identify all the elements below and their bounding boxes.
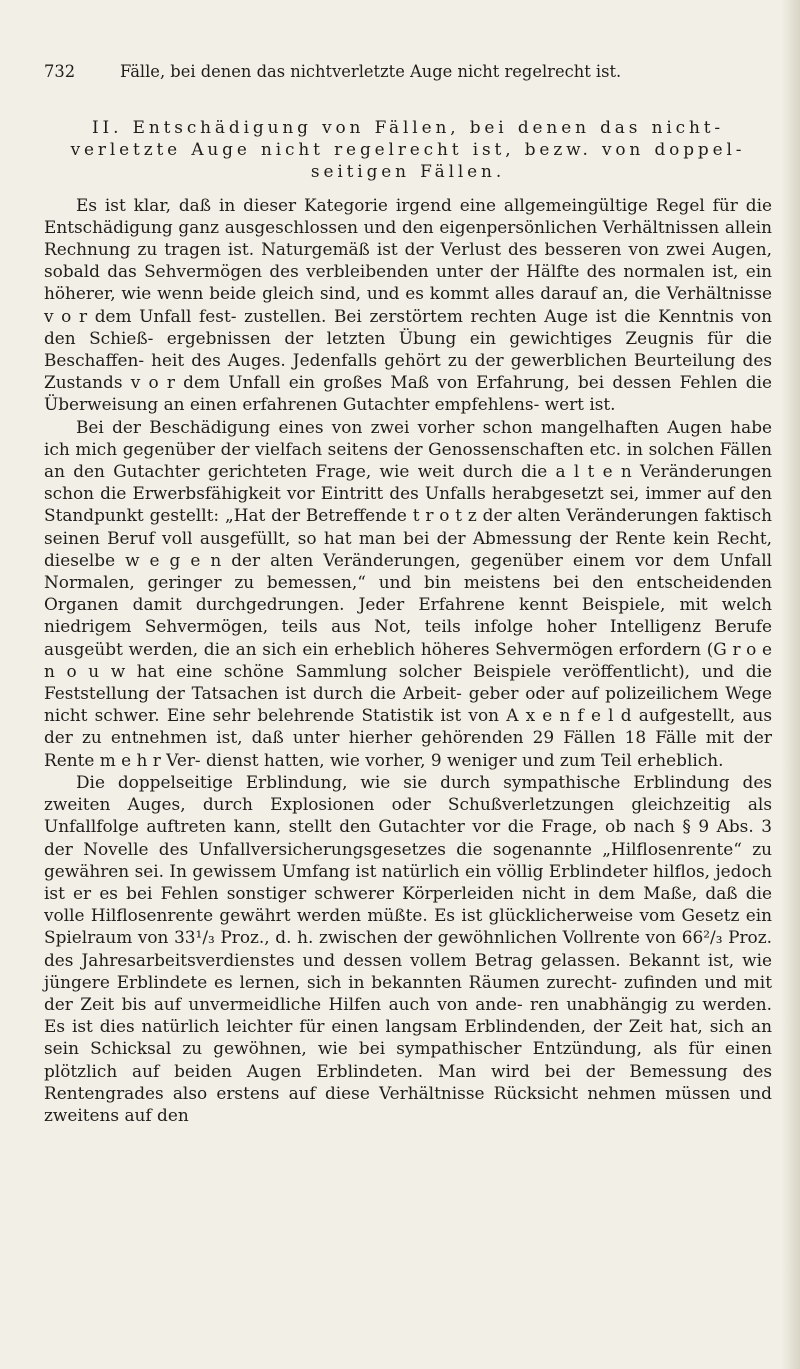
page-number: 732	[44, 62, 76, 81]
section-heading-prefix: II.	[91, 117, 133, 137]
page-body	[44, 58, 772, 1126]
section-heading-line-2	[44, 138, 772, 160]
running-title: Fälle, bei denen das nichtverletzte Auge nicht regelrecht ist.	[120, 62, 622, 81]
paragraph-3: Die doppelseitige Erblindung, wie sie durch sympathische Erblindung des zweiten Auges, durch Explosionen oder Schußverletzungen gleichzeitig als Unfallfolge auftreten kann, stellt den Gutachter vor die Frage, ob nach § 9 Abs. 3 der Novelle des Unfallversicherungsgesetzes die sogenannte „Hilflosenrente“ zu gewähren sei. In gewissem Umfang ist natürlich ein völlig Erblindeter hilflos, jedoch ist er es bei Fehlen sonstiger schwerer Körperleiden nicht in dem Maße, daß die volle Hilflosenrente gewährt werden müßte. Es ist glücklicherweise vom Gesetz ein Spielraum von 33¹/₃ Proz., d. h. zwischen der gewöhnlichen Vollrente von 66²/₃ Proz. des Jahresarbeitsverdienstes und dessen vollem Betrag gelassen. Bekannt ist, wie jüngere Erblindete es lernen, sich in bekannten Räumen zurecht- zufinden und mit der Zeit bis auf unvermeidliche Hilfen auch von ande- ren unabhängig zu werden. Es ist dies natürlich leichter für einen langsam Erblindenden, der Zeit hat, sich an sein Schicksal zu gewöhnen, wie bei sympathischer Entzündung, als für einen plötzlich auf beiden Augen Erblindeten. Man wird bei der Bemessung des Rentengrades also erstens auf diese Verhältnisse Rücksicht nehmen müssen und zweitens auf den	[44, 771, 772, 1125]
section-heading	[44, 116, 772, 183]
paragraph-2: Bei der Beschädigung eines von zwei vorher schon mangelhaften Augen habe ich mich gegenüber der vielfach seitens der Genossenschaften etc. in solchen Fällen an den Gutachter gerichteten Frage, wie weit durch die a l t e n Veränderungen schon die Erwerbsfähigkeit vor Eintritt des Unfalls herabgesetzt sei, immer auf den Standpunkt gestellt: „Hat der Betreffende t r o t z der alten Veränderungen faktisch seinen Beruf voll ausgefüllt, so hat man bei der Abmessung der Rente kein Recht, dieselbe w e g e n der alten Veränderungen, gegenüber einem vor dem Unfall Normalen, geringer zu bemessen,“ und bin meistens bei den entscheidenden Organen damit durchgedrungen. Jeder Erfahrene kennt Beispiele, mit welch niedrigem Sehvermögen, teils aus Not, teils infolge hoher Intelligenz Berufe ausgeübt werden, die an sich ein erheblich höheres Sehvermögen erfordern (G r o e n o u w hat eine schöne Sammlung solcher Beispiele veröffentlicht), und die Feststellung der Tatsachen ist durch die Arbeit- geber oder auf polizeilichem Wege nicht schwer. Eine sehr belehrende Statistik ist von A x e n f e l d aufgestellt, aus der zu entnehmen ist, daß unter hierher gehörenden 29 Fällen 18 Fälle mit der Rente m e h r Ver- dienst hatten, wie vorher, 9 weniger und zum Teil erheblich.	[44, 416, 772, 770]
section-heading-text-2: verletzte Auge nicht regelrecht ist, bezw. von doppel-	[70, 139, 746, 160]
section-heading-text-3: seitigen Fällen.	[310, 161, 506, 182]
section-heading-text-1: Entschädigung von Fällen, bei denen das nicht-	[132, 117, 725, 137]
section-heading-line-1	[44, 116, 772, 138]
page-edge-shadow	[782, 0, 800, 1369]
section-heading-line-3	[44, 160, 772, 182]
paragraph-1: Es ist klar, daß in dieser Kategorie irgend eine allgemeingültige Regel für die Entschädigung ganz ausgeschlossen und den eigenpersönlichen Verhältnissen allein Rechnung zu tragen ist. Naturgemäß ist der Verlust des besseren von zwei Augen, sobald das Sehvermögen des verbleibenden unter der Hälfte des normalen ist, ein höherer, wie wenn beide gleich sind, und es kommt alles darauf an, die Verhältnisse v o r dem Unfall fest- zustellen. Bei zerstörtem rechten Auge ist die Kenntnis von den Schieß- ergebnissen der letzten Übung ein gewichtiges Zeugnis für die Beschaffen- heit des Auges. Jedenfalls gehört zu der gewerblichen Beurteilung des Zustands v o r dem Unfall ein großes Maß von Erfahrung, bei dessen Fehlen die Überweisung an einen erfahrenen Gutachter empfehlens- wert ist.	[44, 194, 772, 415]
